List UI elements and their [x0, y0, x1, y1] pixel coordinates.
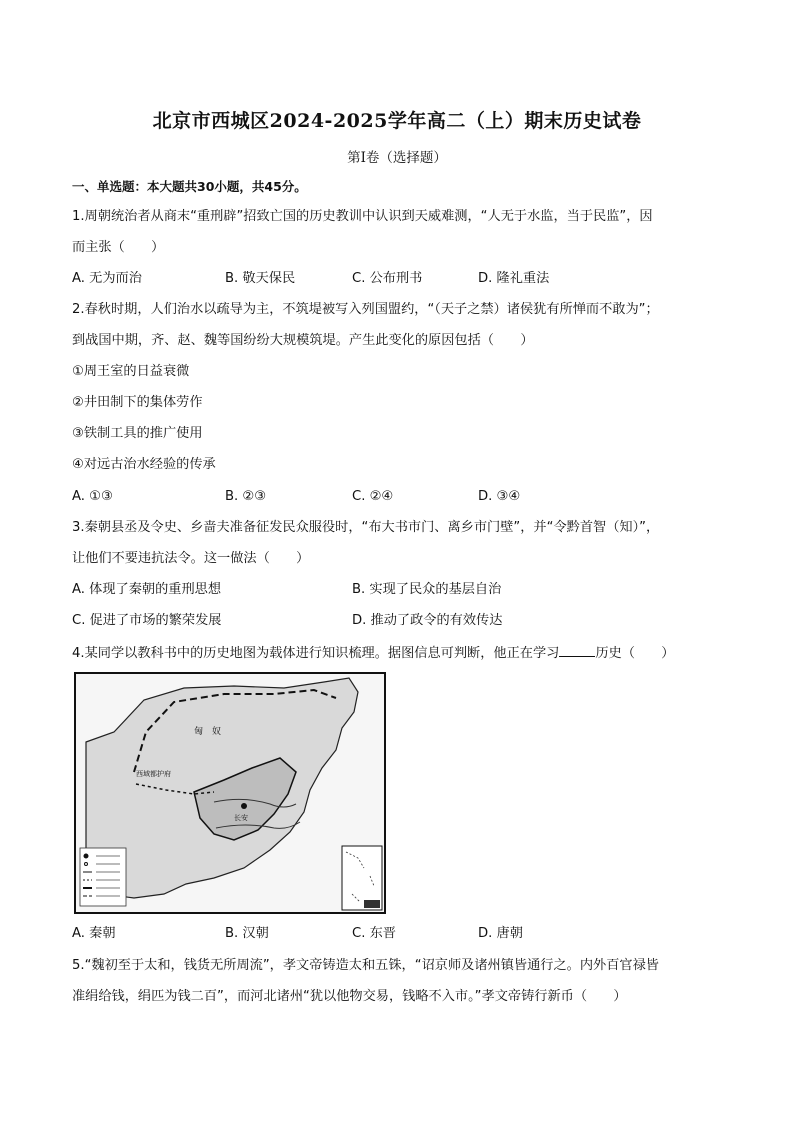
section-heading: 一、单选题：本大题共30小题，共45分。: [72, 179, 307, 194]
capital-dot: [241, 803, 247, 809]
question-5-stem-line2: 准绢给钱，绢匹为钱二百”，而河北诸州“犹以他物交易，钱略不入市。”孝文帝铸行新币（ ）: [72, 989, 627, 1004]
question-4-option-c: C. 东晋: [352, 926, 396, 941]
question-4-option-d: D. 唐朝: [478, 926, 523, 941]
question-3-option-c: C. 促进了市场的繁荣发展: [72, 613, 222, 628]
label-changan: 长安: [234, 814, 248, 822]
question-2-stem-line2: 到战国中期，齐、赵、魏等国纷纷大规模筑堤。产生此变化的原因包括（ ）: [72, 333, 534, 348]
question-2-option-c: C. ②④: [352, 489, 394, 504]
question-2-option-d: D. ③④: [478, 489, 521, 504]
question-3-option-b: B. 实现了民众的基层自治: [352, 582, 502, 597]
historical-map: [74, 672, 386, 914]
question-1-option-a: A. 无为而治: [72, 271, 142, 286]
exam-subtitle: 第I卷（选择题）: [347, 150, 447, 166]
answer-blank: [559, 644, 595, 657]
question-2-item-2: ②井田制下的集体劳作: [72, 395, 203, 410]
inset-label-block: [364, 900, 380, 908]
question-3-stem-line1: 3.秦朝县丞及令史、乡啬夫准备征发民众服役时，“布大书市门、离乡市门壁”，并“令黔首智（知）”，: [72, 520, 660, 535]
question-2-option-a: A. ①③: [72, 489, 113, 504]
question-4-option-b: B. 汉朝: [225, 926, 269, 941]
question-5-stem-line1: 5.“魏初至于太和，钱货无所周流”，孝文帝铸造太和五铢，“诏京师及诸州镇皆通行之。内外百官禄皆: [72, 958, 659, 973]
question-4-option-a: A. 秦朝: [72, 926, 116, 941]
question-4-stem-line1: [72, 644, 674, 663]
question-4-stem-part2: 历史（ ）: [595, 646, 675, 661]
question-2-stem-line1: 2.春秋时期，人们治水以疏导为主，不筑堤被写入列国盟约，“（天子之禁）诸侯犹有所惮而不敢为”；: [72, 302, 659, 317]
question-1-option-c: C. 公布刑书: [352, 271, 423, 286]
question-3-stem-line2: 让他们不要违抗法令。这一做法（ ）: [72, 551, 310, 566]
label-xiyu: 西域都护府: [136, 770, 171, 778]
label-xiongnu: 匈 奴: [194, 727, 222, 737]
question-2-item-1: ①周王室的日益衰微: [72, 364, 190, 379]
question-2-option-b: B. ②③: [225, 489, 267, 504]
question-3-option-a: A. 体现了秦朝的重刑思想: [72, 582, 222, 597]
question-1-stem-line1: 1.周朝统治者从商末“重刑辟”招致亡国的历史教训中认识到天威难测，“人无于水监，当于民监”，因: [72, 209, 653, 224]
question-4-stem-part1: 4.某同学以教科书中的历史地图为载体进行知识梳理。据图信息可判断，他正在学习: [72, 646, 560, 661]
question-2-item-3: ③铁制工具的推广使用: [72, 426, 203, 441]
question-1-option-b: B. 敬天保民: [225, 271, 296, 286]
question-3-option-d: D. 推动了政令的有效传达: [352, 613, 503, 628]
question-1-option-d: D. 隆礼重法: [478, 271, 550, 286]
question-1-stem-line2: 而主张（ ）: [72, 240, 165, 255]
exam-title: 北京市西城区2024-2025学年高二（上）期末历史试卷: [152, 110, 642, 132]
question-2-item-4: ④对远古治水经验的传承: [72, 457, 216, 472]
